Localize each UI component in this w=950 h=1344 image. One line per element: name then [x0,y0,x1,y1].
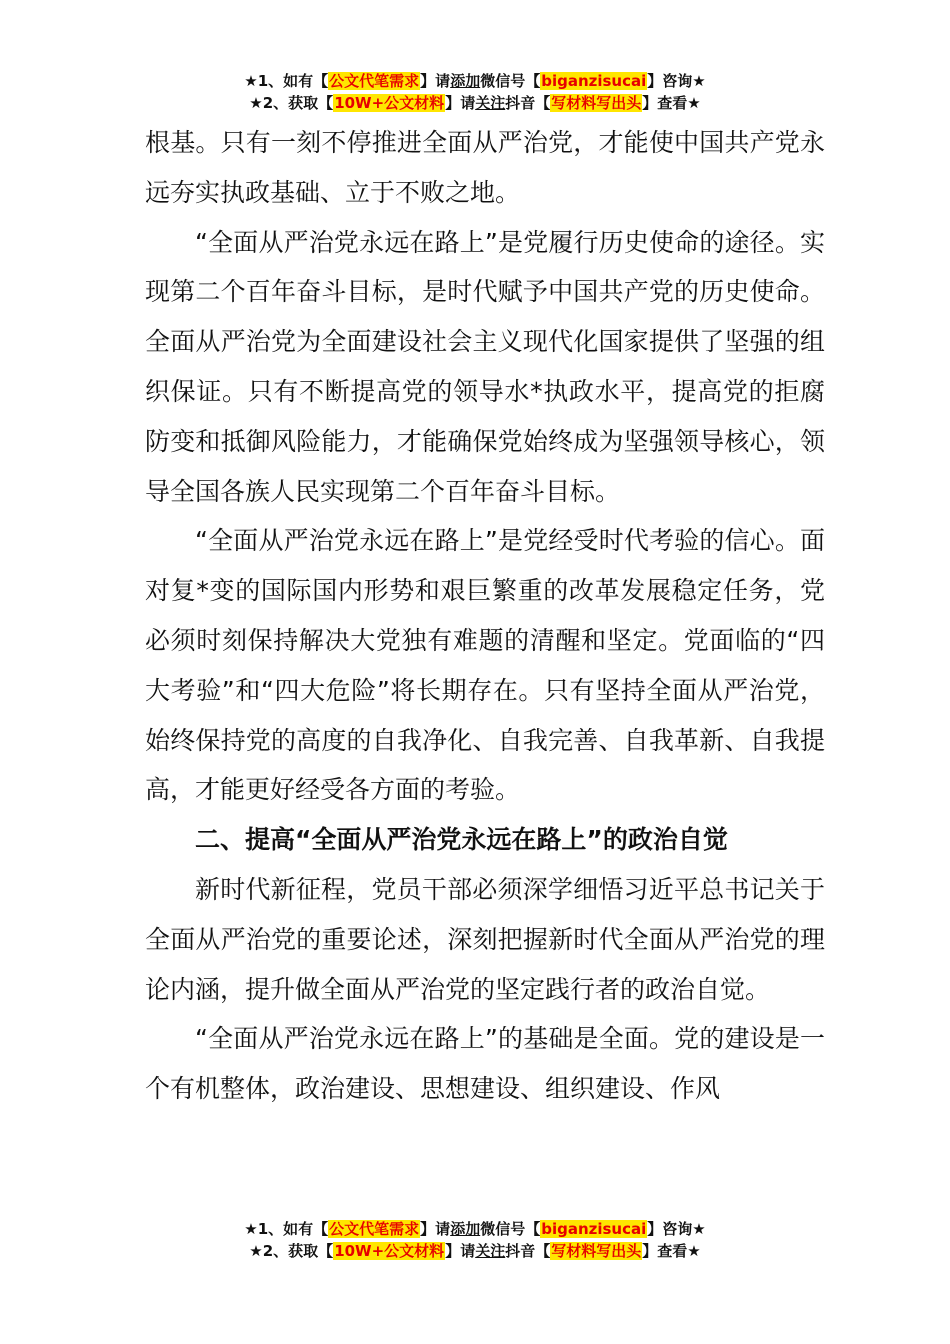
highlight-wechat-id: biganzisucai [541,72,647,90]
paragraph: “全面从严治党永远在路上”是党经受时代考验的信心。面对复*变的国际国内形势和艰巨繁重的改革发展稳定任务，党必须时刻保持解决大党独有难题的清醒和坚定。党面临的“四大考验”和“四大危险”将长期存在。只有坚持全面从严治党，始终保持党的高度的自我净化、自我完善、自我革新、自我提高，才能更好经受各方面的考验。 [145,526,825,805]
banner-line-1: ★1、如有【公文代笔需求】请添加微信号【biganzisucai】咨询★ [244,72,706,90]
banner-line-2: ★2、获取【10W+公文材料】请关注抖音【写材料写出头】查看★ [249,1242,701,1260]
banner-line-2: ★2、获取【10W+公文材料】请关注抖音【写材料写出头】查看★ [249,94,701,112]
paragraph: “全面从严治党永远在路上”的基础是全面。党的建设是一个有机整体，政治建设、思想建设、组织建设、作风 [145,1024,825,1104]
highlight-douyin-account: 写材料写出头 [551,1242,642,1260]
highlight-materials: 10W+公文材料 [334,1242,445,1260]
highlight-wechat-id: biganzisucai [541,1220,647,1238]
document-body [145,118,825,1114]
highlight-douyin-account: 写材料写出头 [551,94,642,112]
header-banner [0,70,950,114]
footer-banner [0,1218,950,1262]
banner-line-1: ★1、如有【公文代笔需求】请添加微信号【biganzisucai】咨询★ [244,1220,706,1238]
highlight-writing-service: 公文代笔需求 [329,1220,420,1238]
paragraph: 根基。只有一刻不停推进全面从严治党，才能使中国共产党永远夯实执政基础、立于不败之地。 [145,128,825,207]
paragraph: “全面从严治党永远在路上”是党履行历史使命的途径。实现第二个百年奋斗目标，是时代赋予中国共产党的历史使命。全面从严治党为全面建设社会主义现代化国家提供了坚强的组织保证。只有不断提高党的领导水*执政水平，提高党的拒腐防变和抵御风险能力，才能确保党始终成为坚强领导核心，领导全国各族人民实现第二个百年奋斗目标。 [145,227,825,506]
highlight-materials: 10W+公文材料 [334,94,445,112]
paragraph: 新时代新征程，党员干部必须深学细悟习近平总书记关于全面从严治党的重要论述，深刻把握新时代全面从严治党的理论内涵，提升做全面从严治党的坚定践行者的政治自觉。 [145,874,825,1004]
section-heading: 二、提高“全面从严治党永远在路上”的政治自觉 [195,825,728,855]
highlight-writing-service: 公文代笔需求 [329,72,420,90]
